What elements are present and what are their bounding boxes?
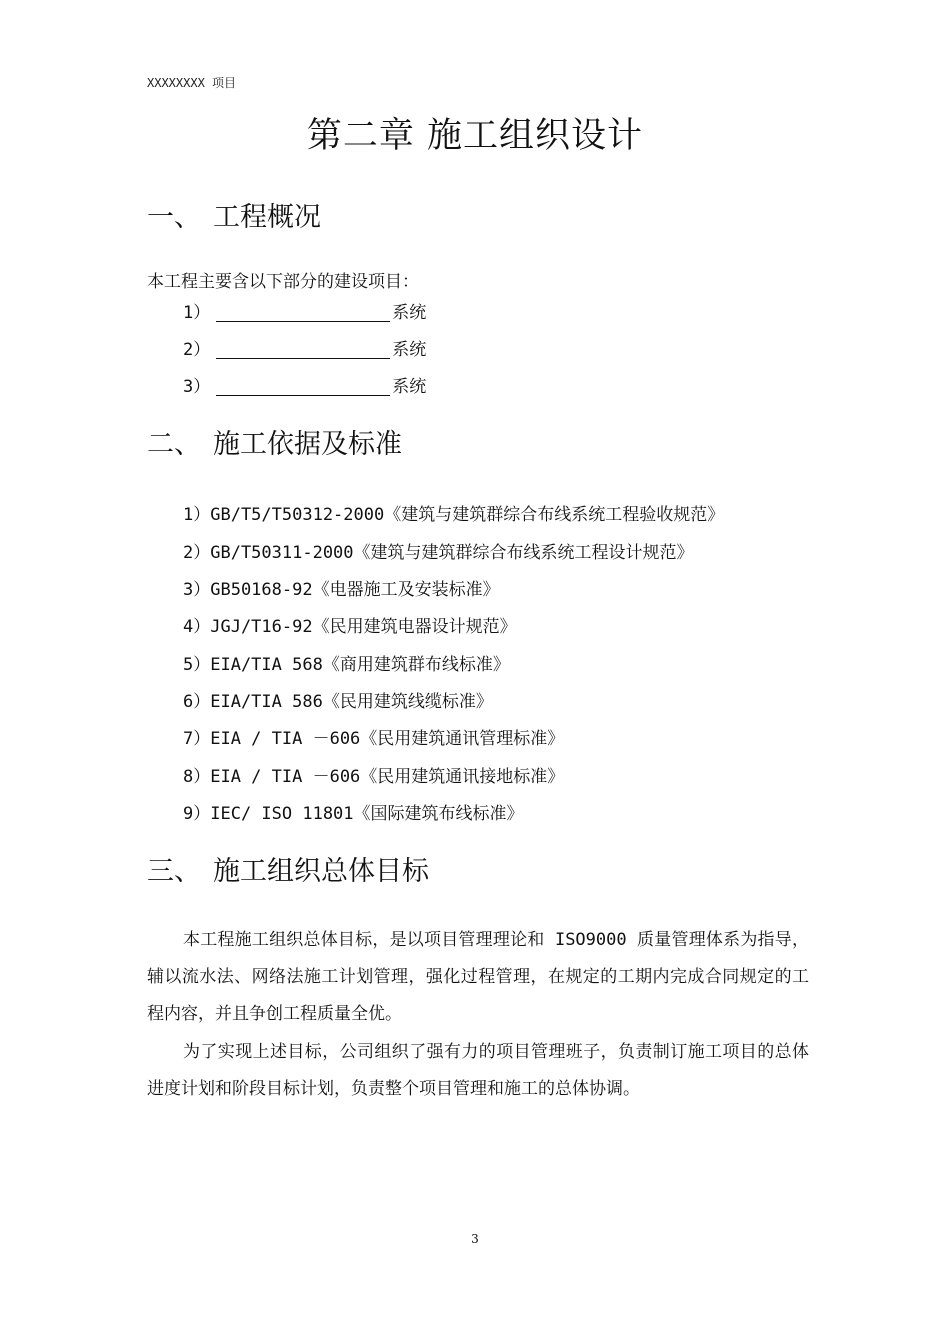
standard-item: 2）GB/T50311-2000《建筑与建筑群综合布线系统工程设计规范》 [183,543,694,563]
page-header: XXXXXXXX 项目 [147,76,237,90]
item-suffix: 系统 [392,377,427,397]
item-number: 1） [183,303,211,323]
body-paragraph: 为了实现上述目标，公司组织了强有力的项目管理班子，负责制订施工项目的总体进度计划和阶段目标计划，负责整个项目管理和施工的总体协调。 [147,1042,809,1099]
standard-item: 1）GB/T5/T50312-2000《建筑与建筑群综合布线系统工程验收规范》 [183,505,725,525]
item-number: 2） [183,340,211,360]
standard-item: 7）EIA / TIA －606《民用建筑通讯管理标准》 [183,729,565,749]
section-number: 一、 [147,202,201,233]
section-number: 二、 [147,429,201,460]
standard-item: 5）EIA/TIA 568《商用建筑群布线标准》 [183,655,510,675]
system-item [183,298,426,323]
standard-item: 3）GB50168-92《电器施工及安装标准》 [183,580,500,600]
section-number: 三、 [147,856,201,887]
standard-item: 9）IEC/ ISO 11801《国际建筑布线标准》 [183,804,524,824]
standard-item: 8）EIA / TIA －606《民用建筑通讯接地标准》 [183,767,565,787]
body-paragraph: 本工程施工组织总体目标，是以项目管理理论和 ISO9000 质量管理体系为指导，辅以流水法、网络法施工计划管理，强化过程管理，在规定的工期内完成合同规定的工程内容，并且争创工程质量全优。 [147,930,809,1024]
fill-blank [216,339,390,359]
chapter-title: 第二章 施工组织设计 [306,116,644,156]
section-title: 施工依据及标准 [213,429,402,460]
section-heading-1 [147,195,321,234]
section-title: 施工组织总体目标 [213,856,429,887]
standard-item: 6）EIA/TIA 586《民用建筑线缆标准》 [183,692,493,712]
system-item [183,335,426,360]
standard-item: 4）JGJ/T16-92《民用建筑电器设计规范》 [183,617,517,637]
page-number: 3 [471,1232,479,1246]
item-suffix: 系统 [392,303,427,323]
fill-blank [216,302,390,322]
section-heading-2 [147,422,402,461]
fill-blank [216,376,390,396]
section-title: 工程概况 [213,202,321,233]
system-item [183,372,426,397]
item-number: 3） [183,377,211,397]
section-heading-3 [147,849,429,888]
item-suffix: 系统 [392,340,427,360]
section-intro: 本工程主要含以下部分的建设项目： [147,272,419,292]
